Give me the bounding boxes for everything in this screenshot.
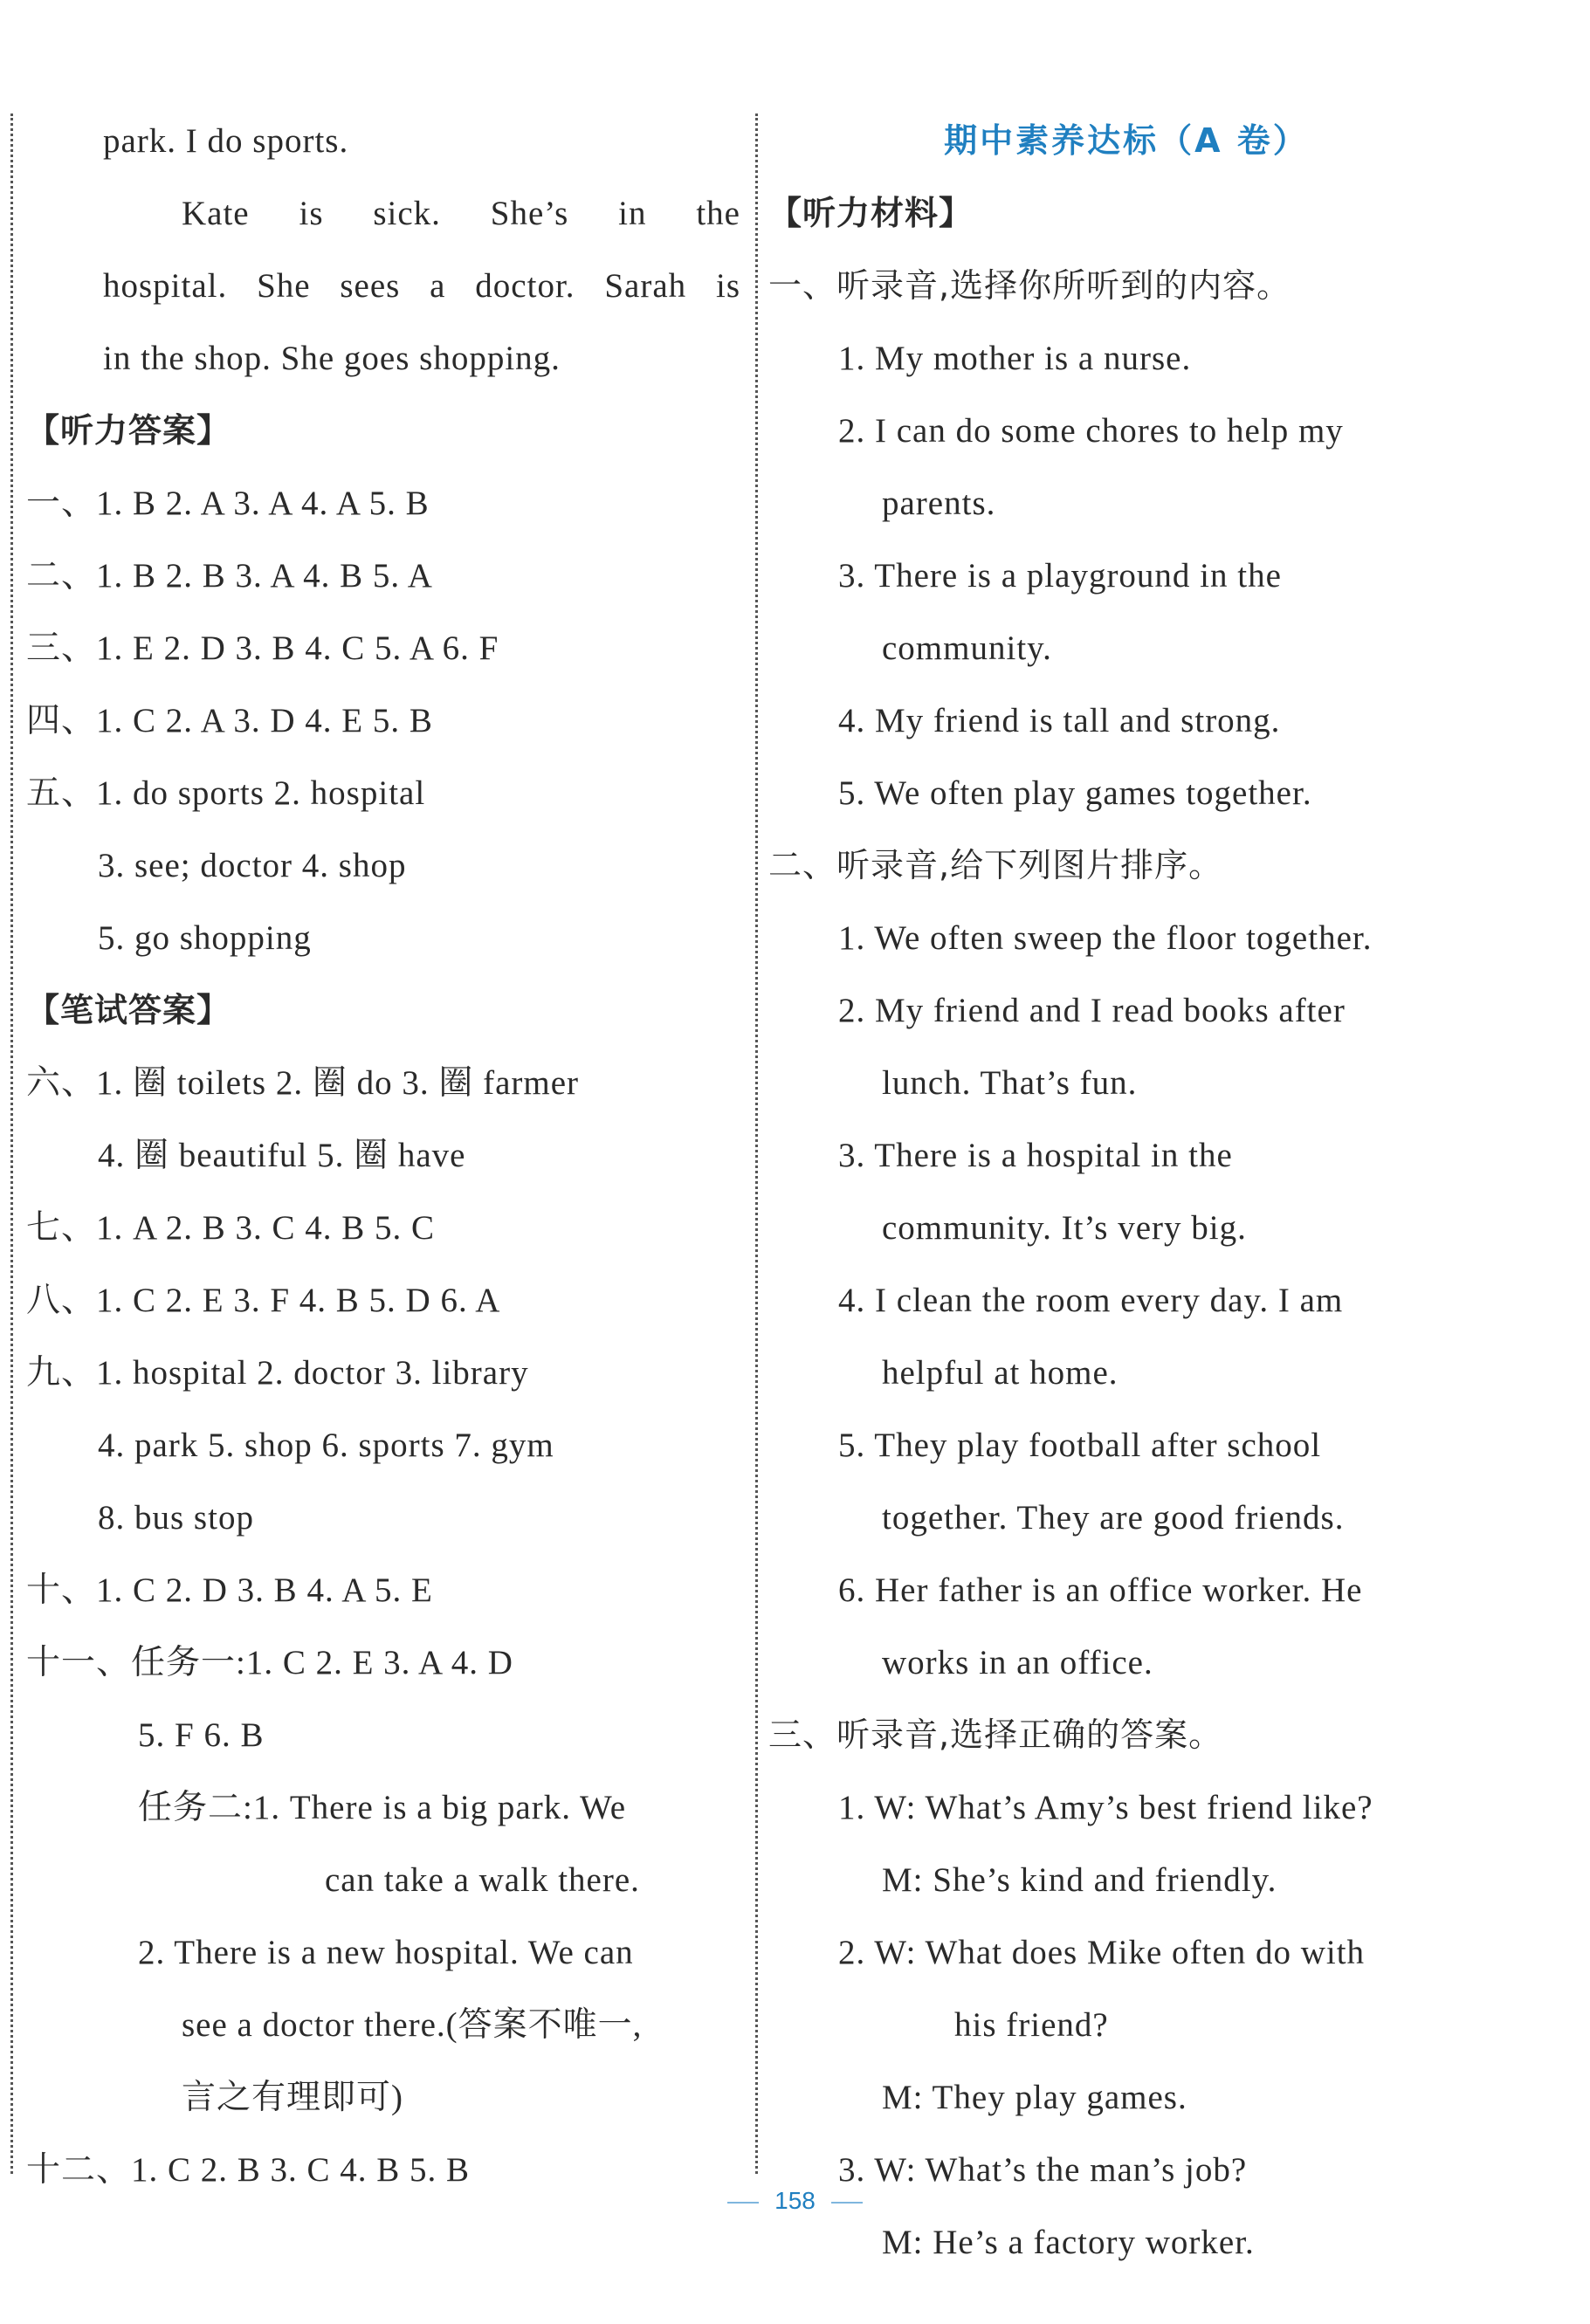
script-line: community. It’s very big. <box>882 1209 1247 1247</box>
answer-line: can take a walk there. <box>325 1861 640 1899</box>
left-margin-dotted-line <box>10 113 13 2174</box>
column-divider <box>755 113 758 2174</box>
answer-line: 十一、任务一:1. C 2. E 3. A 4. D <box>26 1644 513 1681</box>
script-line: 5. They play football after school <box>838 1427 1322 1464</box>
section-heading-listening-answers: 【听力答案】 <box>26 411 231 450</box>
script-line: parents. <box>882 485 996 522</box>
answer-line: 七、1. A 2. B 3. C 4. B 5. C <box>26 1209 436 1247</box>
script-line: helpful at home. <box>882 1354 1119 1392</box>
answer-line: see a doctor there.(答案不唯一, <box>182 2006 643 2044</box>
answer-line: 八、1. C 2. E 3. F 4. B 5. D 6. A <box>26 1282 501 1319</box>
page-number: 158 <box>774 2187 816 2214</box>
script-line: together. They are good friends. <box>882 1499 1345 1537</box>
script-line: 1. W: What’s Amy’s best friend like? <box>838 1789 1373 1826</box>
script-line: M: They play games. <box>882 2079 1187 2116</box>
script-line: 4. My friend is tall and strong. <box>838 702 1281 739</box>
answer-line: 四、1. C 2. A 3. D 4. E 5. B <box>26 702 433 739</box>
answer-line: 五、1. do sports 2. hospital <box>26 774 426 812</box>
script-line: his friend? <box>954 2006 1109 2044</box>
right-column <box>768 105 1484 2279</box>
answer-line: 5. go shopping <box>98 919 312 957</box>
answer-line: 一、1. B 2. A 3. A 4. A 5. B <box>26 485 430 522</box>
answer-line: 十、1. C 2. D 3. B 4. A 5. E <box>26 1571 433 1609</box>
question-heading: 二、听录音,给下列图片排序。 <box>768 846 1223 884</box>
script-line: 1. My mother is a nurse. <box>838 340 1192 377</box>
answer-line: 3. see; doctor 4. shop <box>98 847 407 884</box>
answer-line: 二、1. B 2. B 3. A 4. B 5. A <box>26 557 433 595</box>
answer-line: 言之有理即可) <box>182 2079 403 2116</box>
script-line: community. <box>882 629 1052 667</box>
answer-line: 4. park 5. shop 6. sports 7. gym <box>98 1427 554 1464</box>
text-line: park. I do sports. <box>103 122 349 160</box>
script-line: 2. My friend and I read books after <box>838 992 1346 1029</box>
text-line: Kate is sick. She’s in the <box>182 195 740 232</box>
answer-line: 十二、1. C 2. B 3. C 4. B 5. B <box>26 2151 471 2189</box>
answer-line: 2. There is a new hospital. We can <box>138 1934 634 1971</box>
left-column <box>26 105 742 2206</box>
answer-line: 三、1. E 2. D 3. B 4. C 5. A 6. F <box>26 629 499 667</box>
script-line: M: She’s kind and friendly. <box>882 1861 1277 1899</box>
script-line: 3. W: What’s the man’s job? <box>838 2151 1248 2189</box>
script-line: 2. I can do some chores to help my <box>838 412 1344 450</box>
script-line: M: He’s a factory worker. <box>882 2224 1255 2261</box>
answer-line: 8. bus stop <box>98 1499 254 1537</box>
answer-line: 4. 圈 beautiful 5. 圈 have <box>98 1137 466 1174</box>
script-line: 5. We often play games together. <box>838 774 1312 812</box>
footer-dash-left <box>727 2202 759 2204</box>
script-line: 4. I clean the room every day. I am <box>838 1282 1344 1319</box>
answer-line: 5. F 6. B <box>138 1716 265 1754</box>
script-line: lunch. That’s fun. <box>882 1064 1138 1102</box>
script-line: 3. There is a playground in the <box>838 557 1282 595</box>
script-line: works in an office. <box>882 1644 1153 1681</box>
text-line: in the shop. She goes shopping. <box>103 340 561 377</box>
question-heading: 一、听录音,选择你所听到的内容。 <box>768 266 1291 305</box>
page-footer <box>0 2187 1590 2215</box>
answer-line: 六、1. 圈 toilets 2. 圈 do 3. 圈 farmer <box>26 1064 579 1102</box>
section-heading-written-answers: 【笔试答案】 <box>26 991 231 1029</box>
script-line: 2. W: What does Mike often do with <box>838 1934 1366 1971</box>
text-line: hospital. She sees a doctor. Sarah is <box>103 267 740 305</box>
answer-line: 九、1. hospital 2. doctor 3. library <box>26 1354 529 1392</box>
page-title: 期中素养达标（A 卷） <box>944 121 1309 160</box>
answer-line: 任务二:1. There is a big park. We <box>138 1789 627 1826</box>
footer-dash-right <box>831 2202 863 2204</box>
script-line: 6. Her father is an office worker. He <box>838 1571 1363 1609</box>
script-line: 1. We often sweep the floor together. <box>838 919 1373 957</box>
script-line: 3. There is a hospital in the <box>838 1137 1233 1174</box>
question-heading: 三、听录音,选择正确的答案。 <box>768 1715 1223 1754</box>
section-heading-listening-materials: 【听力材料】 <box>768 194 974 232</box>
